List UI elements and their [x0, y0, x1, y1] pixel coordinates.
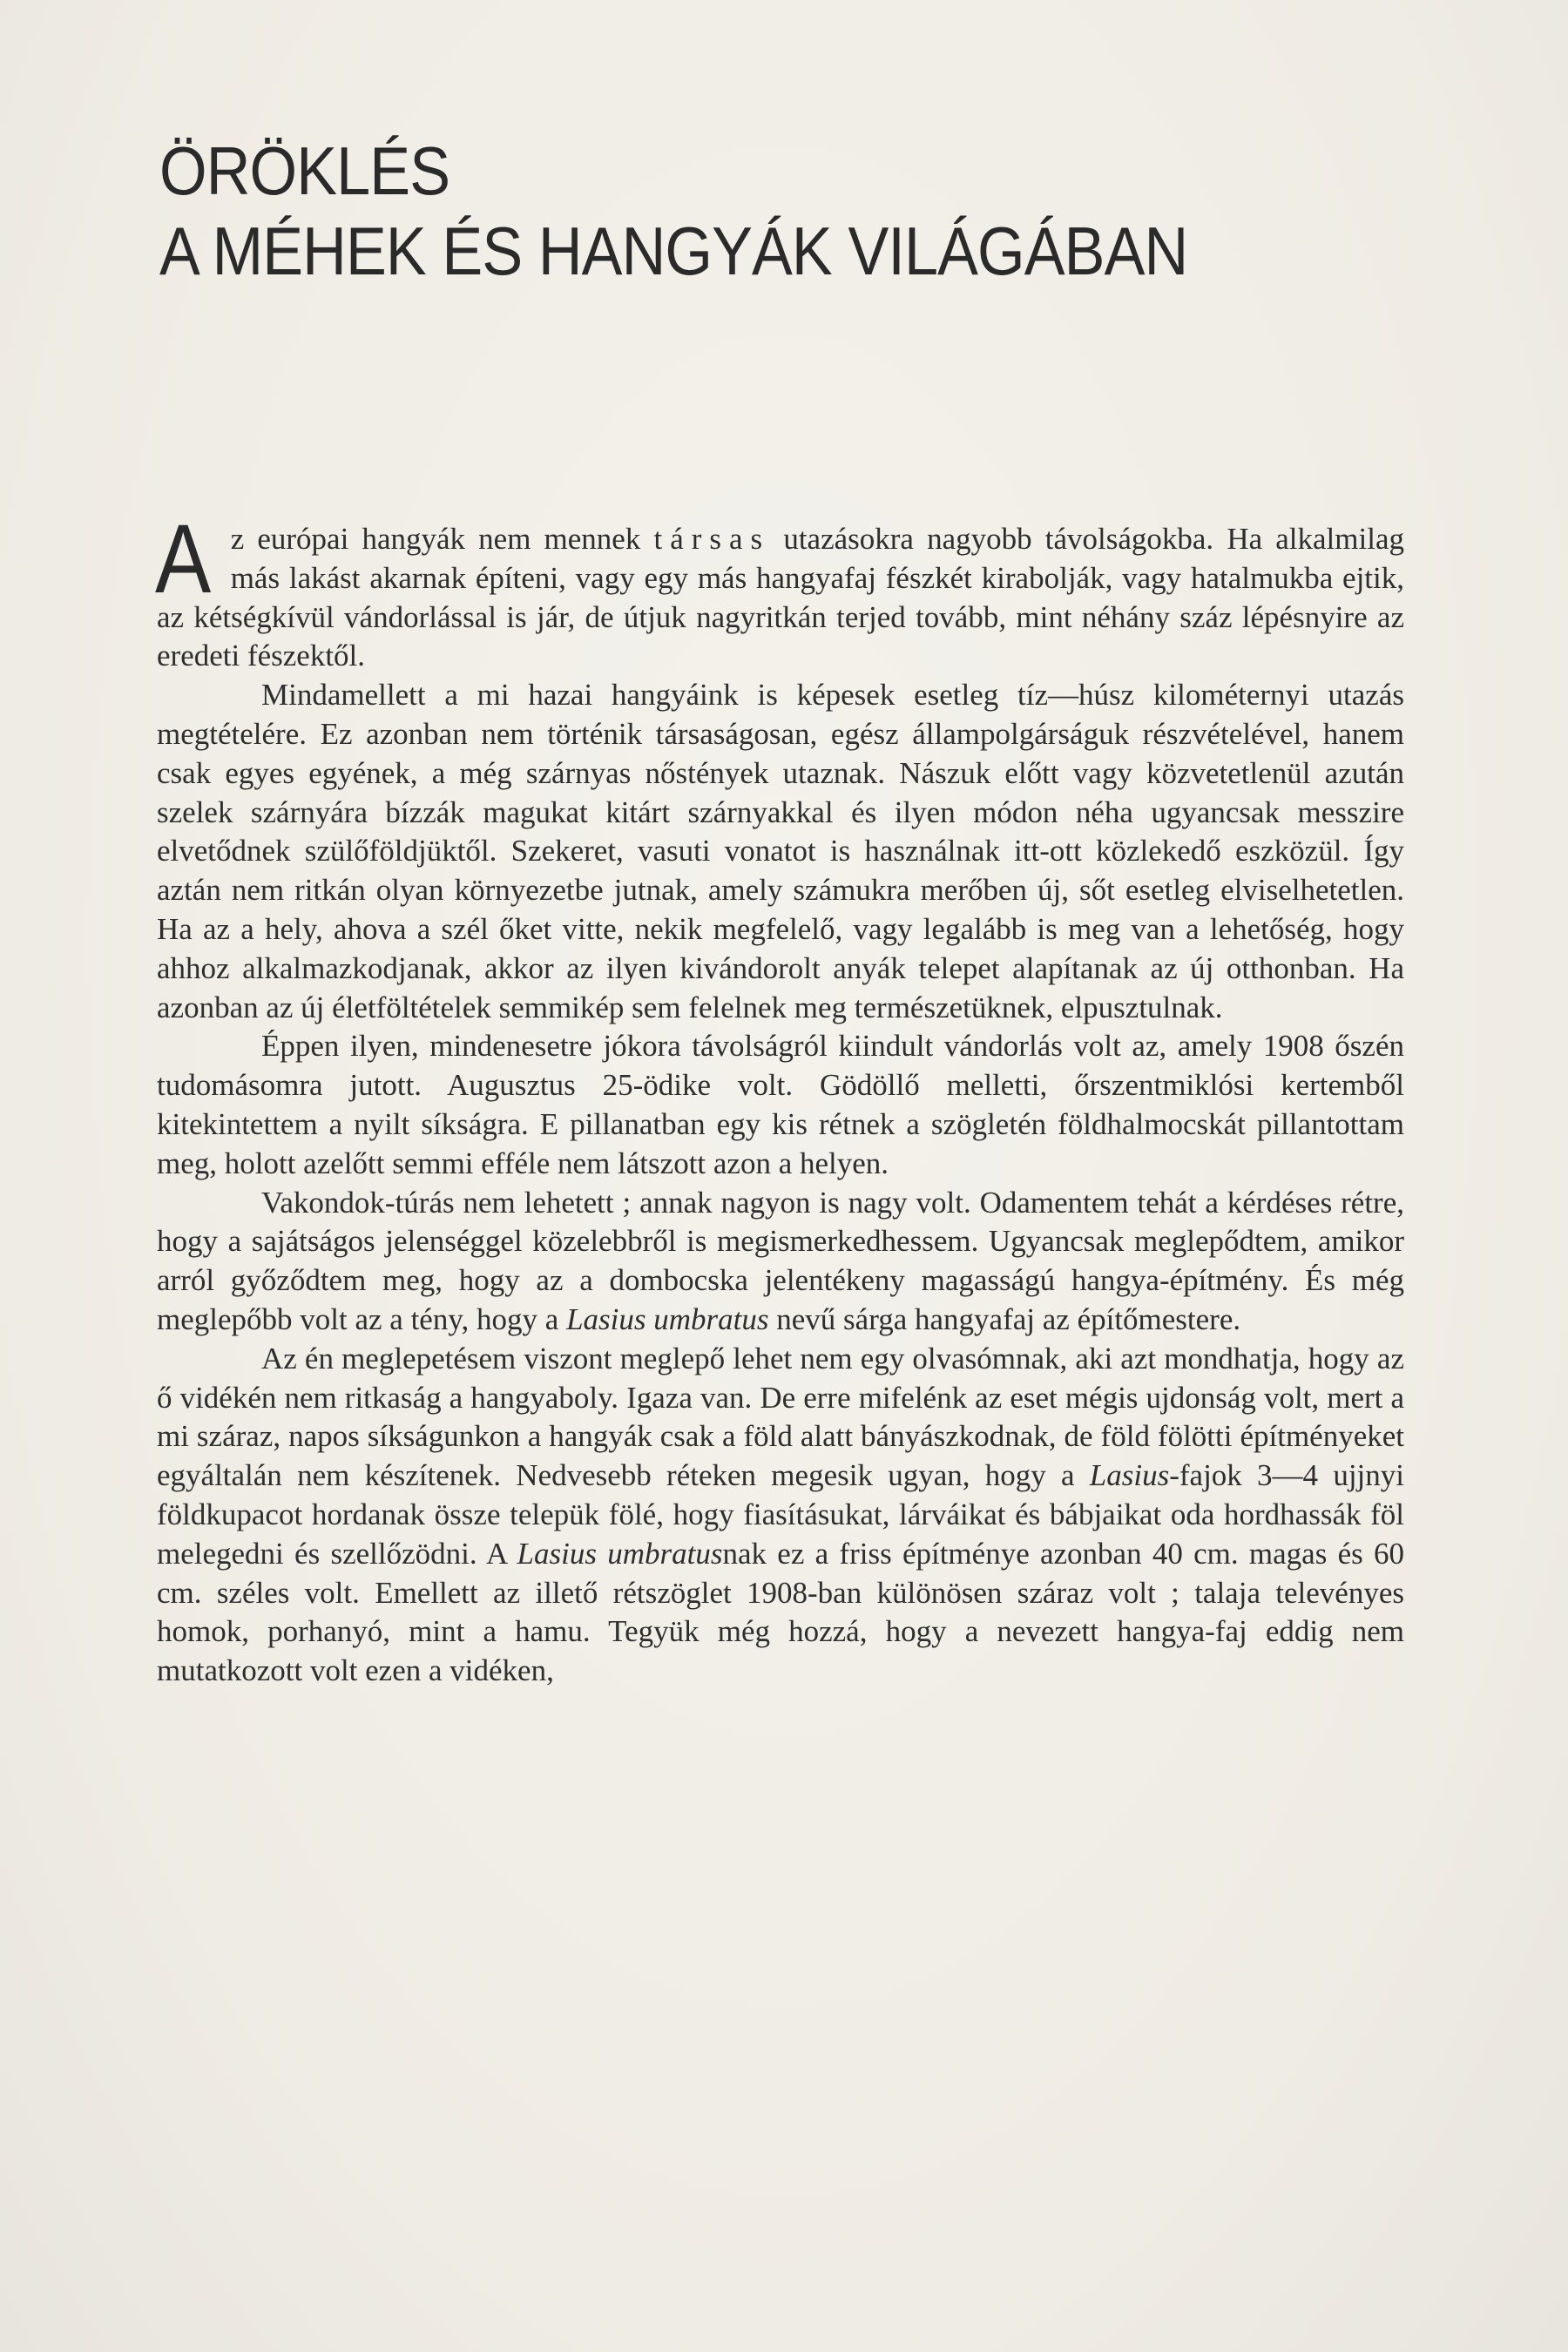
- paragraph-4-text-b: nevű sárga hangyafaj az építőmestere.: [768, 1301, 1241, 1336]
- title-line-2: A MÉHEK ÉS HANGYÁK VILÁGÁBAN: [159, 213, 1188, 289]
- paragraph-5-text-b: -fajok 3—4 ujjnyi földkupacot hordanak össze telepük fölé, hogy fiasításukat, lárváikat és bábjaikat oda hordhassák föl melegedni és szellőzödni. A: [157, 1458, 1404, 1571]
- species-name-italic-2: Lasius umbratus: [517, 1536, 723, 1571]
- title-line-1: ÖRÖKLÉS: [159, 132, 450, 209]
- paragraph-5-text-a: Az én meglepetésem viszont meglepő lehet nem egy olvasómnak, aki azt mondhatja, hogy az ő vidékén nem ritkaság a hangyaboly. Igaza van. De erre mifelénk az eset mégis ujdonság volt, mert a mi száraz, napos síkságunkon a hangyák csak a föld alatt bányászkodnak, de föld fölötti építményeket egyáltalán nem készítenek. Nedvesebb réteken megesik ugyan, hogy a: [157, 1341, 1404, 1493]
- paragraph-1-text-b: utazásokra nagyobb távolságokba. Ha alkalmilag más lakást akarnak építeni, vagy egy más hangyafaj fészkét kirabolják, vagy hatalmukba ejtik, az kétségkívül vándorlással is jár, de útjuk nagyritkán terjed tovább, mint néhány száz lépésnyire az eredeti fészektől.: [157, 522, 1404, 673]
- genus-name-italic: Lasius: [1089, 1458, 1170, 1493]
- paragraph-3: Éppen ilyen, mindenesetre jókora távolságról kiindult vándorlás volt az, amely 1908 őszén tudomásomra jutott. Augusztus 25-ödike volt. Gödöllő melletti, őrszentmiklósi kertemből kitekintettem a nyilt síkságra. E pillanatban egy kis rétnek a szögletén földhalmocskát pillantottam meg, holott azelőtt semmi efféle nem látszott azon a helyen.: [157, 1029, 1404, 1180]
- paragraph-4: [157, 1184, 1404, 1340]
- paragraph-5-text-c: nak ez a friss építménye azonban 40 cm. magas és 60 cm. széles volt. Emellett az illető rétszöglet 1908-ban különösen száraz volt ; talaja televényes homok, porhanyó, mint a hamu. Tegyük még hozzá, hogy a nevezett hangya-faj eddig nem mutatkozott volt ezen a vidéken,: [157, 1536, 1404, 1688]
- paragraph-5: [157, 1340, 1404, 1691]
- paragraph-1: [155, 504, 1404, 676]
- paragraph-4-text-a: Vakondok-túrás nem lehetett ; annak nagyon is nagy volt. Odamentem tehát a kérdéses rétre, hogy a sajátságos jelenséggel közelebbről is megismerkedhessem. Ugyancsak meglepődtem, amikor arról győződtem meg, hogy az a dombocska jelentékeny magasságú hangya-építmény. És még meglepőbb volt az a tény, hogy a: [157, 1185, 1404, 1336]
- paragraph-1-text-a: z európai hangyák nem mennek: [230, 522, 654, 556]
- article-body: [155, 504, 1404, 1691]
- drop-cap: A: [155, 504, 212, 613]
- species-name-italic: Lasius umbratus: [566, 1301, 769, 1336]
- paragraph-2: Mindamellett a mi hazai hangyáink is képesek esetleg tíz—húsz kilométernyi utazás megtételére. Ez azonban nem történik társaságosan, egész állampolgárságuk részvételével, hanem csak egyes egyének, a még szárnyas nőstények utaznak. Nászuk előtt vagy közvetetlenül azután szelek szárnyára bízzák magukat kitárt szárnyakkal és ilyen módon néha ugyancsak messzire elvetődnek szülőföldjüktől. Szekeret, vasuti vonatot is használnak itt-ott közlekedő eszközül. Így aztán nem ritkán olyan környezetbe jutnak, amely számukra merőben új, sőt esetleg elviselhetetlen. Ha az a hely, ahova a szél őket vitte, nekik megfelelő, vagy legalább is meg van a lehetőség, hogy ahhoz alkalmazkodjanak, akkor az ilyen kivándorolt anyák telepet alapítanak az új otthonban. Ha azonban az új életföltételek semmikép sem felelnek meg természetüknek, elpusztulnak.: [157, 678, 1404, 1024]
- article-title: [159, 131, 1296, 291]
- paragraph-1-spaced-word: társas: [653, 522, 771, 556]
